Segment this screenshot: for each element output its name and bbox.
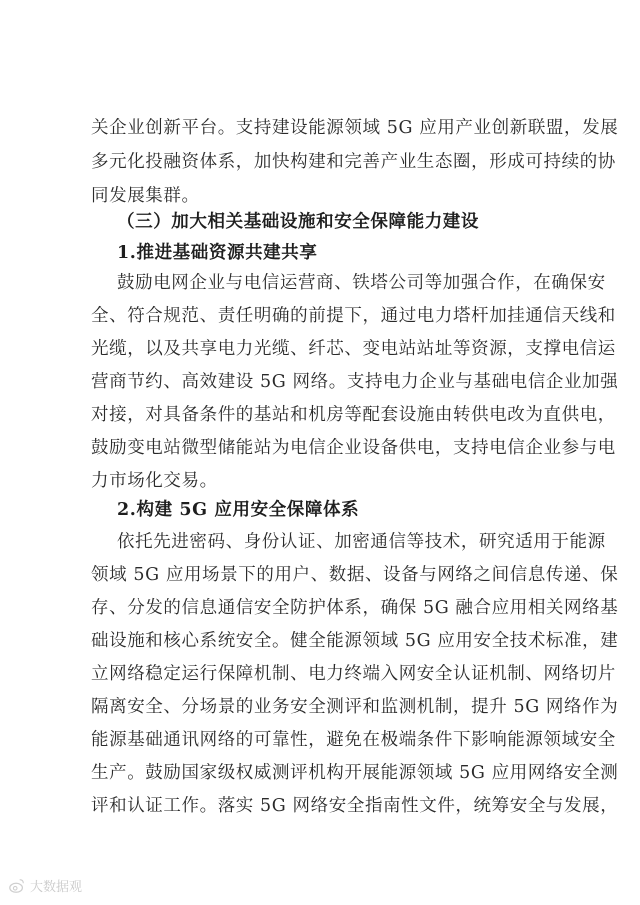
sub2-line-1: 依托先进密码、身份认证、加密通信等技术，研究适用于能源 — [117, 532, 606, 552]
sub1-heading: 1.推进基础资源共建共享 — [117, 243, 318, 263]
sub2-line-5: 立网络稳定运行保障机制、电力终端入网安全认证机制、网络切片 — [91, 664, 616, 684]
sub2-line-3: 存、分发的信息通信安全防护体系，确保 5G 融合应用相关网络基 — [91, 598, 619, 618]
sub2-line-4: 础设施和核心系统安全。健全能源领域 5G 应用安全技术标准，建 — [91, 631, 619, 651]
sub2-line-7: 能源基础通讯网络的可靠性，避免在极端条件下影响能源领域安全 — [91, 730, 616, 750]
sub2-line-8: 生产。鼓励国家级权威测评机构开展能源领域 5G 应用网络安全测 — [91, 763, 619, 783]
section-heading: （三）加大相关基础设施和安全保障能力建设 — [117, 212, 479, 232]
weibo-icon — [8, 877, 26, 895]
intro-line-2: 多元化投融资体系，加快构建和完善产业生态圈，形成可持续的协 — [91, 152, 616, 172]
sub1-line-4: 营商节约、高效建设 5G 网络。支持电力企业与基础电信企业加强 — [91, 372, 619, 392]
sub1-line-3: 光缆，以及共享电力光缆、纤芯、变电站站址等资源，支撑电信运 — [91, 339, 616, 359]
sub2-line-6: 隔离安全、分场景的业务安全测评和监测机制，提升 5G 网络作为 — [91, 697, 619, 717]
sub1-line-6: 鼓励变电站微型储能站为电信企业设备供电，支持电信企业参与电 — [91, 438, 616, 458]
watermark-text: 大数据观 — [30, 880, 83, 895]
sub1-line-7: 力市场化交易。 — [91, 471, 218, 491]
sub2-line-9: 评和认证工作。落实 5G 网络安全指南性文件，统筹安全与发展， — [91, 796, 619, 816]
intro-line-1: 关企业创新平台。支持建设能源领域 5G 应用产业创新联盟，发展 — [91, 118, 619, 138]
sub1-line-5: 对接，对具备条件的基站和机房等配套设施由转供电改为直供电， — [91, 405, 616, 425]
sub2-line-2: 领域 5G 应用场景下的用户、数据、设备与网络之间信息传递、保 — [91, 565, 619, 585]
sub1-line-2: 全、符合规范、责任明确的前提下，通过电力塔杆加挂通信天线和 — [91, 306, 616, 326]
sub1-line-1: 鼓励电网企业与电信运营商、铁塔公司等加强合作，在确保安 — [117, 273, 606, 293]
intro-line-3: 同发展集群。 — [91, 186, 200, 206]
sub2-heading: 2.构建 5G 应用安全保障体系 — [117, 500, 360, 520]
watermark — [8, 876, 82, 895]
